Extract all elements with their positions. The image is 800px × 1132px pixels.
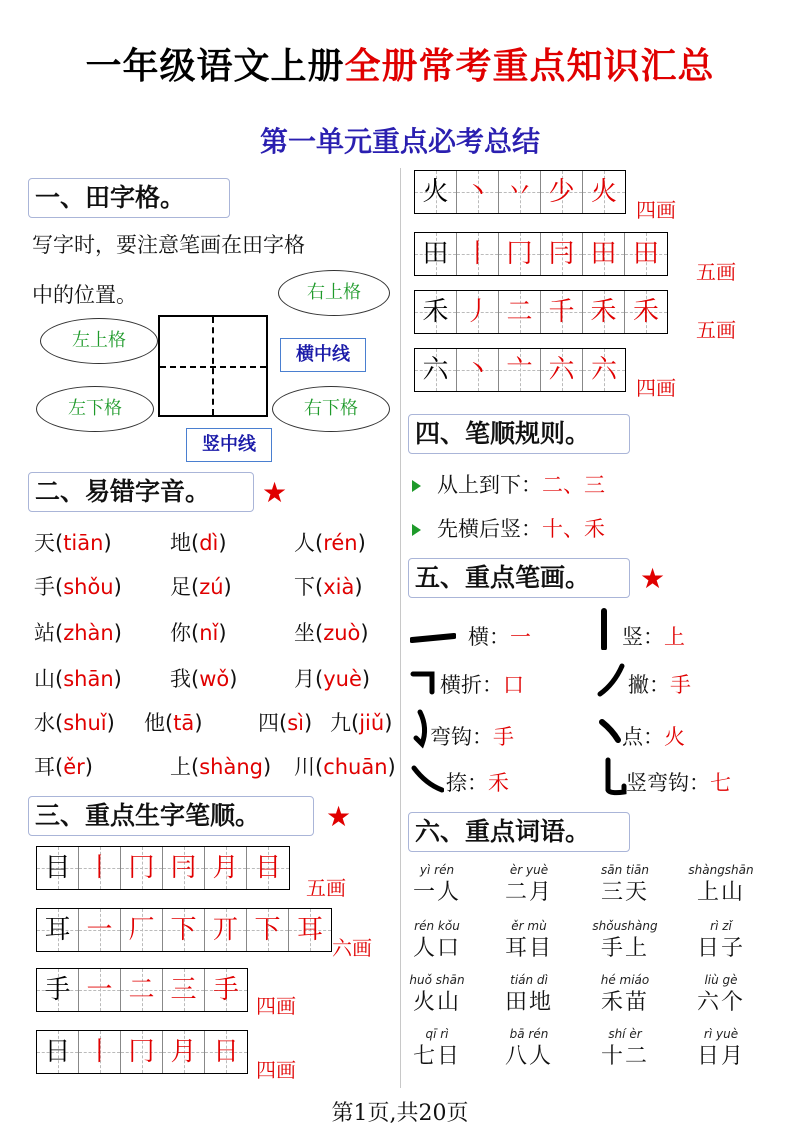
word-item: tián dì 田地	[504, 973, 553, 1015]
stroke-step-cell: 田	[625, 233, 667, 275]
section-2-heading: 二、易错字音。	[28, 472, 254, 512]
character-cell: 手	[37, 969, 79, 1011]
pronunciation-item: 地(dì)	[170, 531, 227, 555]
stroke-na-icon	[410, 764, 444, 796]
rule-2: 先横后竖：十、禾	[412, 514, 605, 544]
stroke-step-cell: 丨	[457, 233, 499, 275]
stroke-step-cell: 禾	[625, 291, 667, 333]
stroke-count: 五画	[696, 260, 736, 284]
word-item: sān tiān 三天	[600, 863, 650, 905]
stroke-pie-icon	[596, 662, 626, 698]
character-cell: 耳	[37, 909, 79, 951]
word-item: hé miáo 禾苗	[600, 973, 650, 1015]
stroke-step-cell: 亠	[499, 349, 541, 391]
stroke-order-row	[414, 232, 668, 276]
stroke-step-cell: 丌	[205, 909, 247, 951]
character-cell: 目	[37, 847, 79, 889]
stroke-step-cell: 月	[163, 1031, 205, 1073]
section-1-heading: 一、田字格。	[28, 178, 230, 218]
stroke-step-cell: 目	[247, 847, 289, 889]
stroke-shuwangou: 竖弯钩：七	[626, 771, 731, 795]
stroke-count: 五画	[306, 876, 346, 900]
stroke-hengzhe-icon	[410, 668, 438, 696]
stroke-count: 五画	[696, 318, 736, 342]
section-4-heading: 四、笔顺规则。	[408, 414, 630, 454]
character-cell: 田	[415, 233, 457, 275]
stroke-order-row	[414, 348, 626, 392]
word-item: shí èr 十二	[600, 1027, 649, 1069]
pronunciation-item: 人(rén)	[294, 531, 366, 555]
stroke-count: 四画	[636, 198, 676, 222]
stroke-step-cell: 冃	[541, 233, 583, 275]
word-item: ěr mù 耳目	[504, 919, 553, 961]
word-item: rì zǐ 日子	[696, 919, 745, 961]
unit-subtitle: 第一单元重点必考总结	[259, 125, 540, 158]
pronunciation-item: 四(sì)	[258, 711, 313, 735]
stroke-step-cell: 六	[583, 349, 625, 391]
label-vertical-midline: 竖中线	[186, 428, 272, 462]
stroke-wangou-icon	[412, 708, 432, 750]
stroke-step-cell: 厂	[121, 909, 163, 951]
stroke-step-cell: 田	[583, 233, 625, 275]
pronunciation-item: 我(wǒ)	[170, 667, 238, 691]
stroke-step-cell: 月	[205, 847, 247, 889]
stroke-step-cell: 手	[205, 969, 247, 1011]
stroke-step-cell: 下	[163, 909, 205, 951]
page-footer: 第1页,共20页	[331, 1101, 469, 1126]
word-item: bā rén 八人	[504, 1027, 553, 1069]
pronunciation-item: 川(chuān)	[294, 755, 396, 779]
pronunciation-item: 水(shuǐ)	[34, 711, 115, 735]
vertical-midline	[212, 317, 214, 415]
stroke-step-cell: 丿	[457, 291, 499, 333]
word-item: rì yuè 日月	[696, 1027, 745, 1069]
stroke-step-cell: 禾	[583, 291, 625, 333]
stroke-count: 四画	[256, 1058, 296, 1082]
stroke-step-cell: 千	[541, 291, 583, 333]
stroke-step-cell: 三	[163, 969, 205, 1011]
pronunciation-item: 你(nǐ)	[170, 621, 227, 645]
stroke-count: 四画	[256, 994, 296, 1018]
stroke-step-cell: 冂	[121, 1031, 163, 1073]
pronunciation-item: 手(shǒu)	[34, 575, 122, 599]
pronunciation-item: 下(xià)	[294, 575, 363, 599]
star-icon: ★	[640, 562, 666, 595]
stroke-dian-icon	[598, 718, 622, 746]
pronunciation-item: 天(tiān)	[34, 531, 112, 555]
s1-line2: 中的位置。	[32, 283, 137, 307]
stroke-order-row	[36, 968, 248, 1012]
s1-line1: 写字时，要注意笔画在田字格	[32, 233, 305, 257]
stroke-count: 六画	[332, 936, 372, 960]
stroke-order-row	[36, 908, 332, 952]
stroke-step-cell: 二	[499, 291, 541, 333]
stroke-step-cell: 冃	[163, 847, 205, 889]
word-item: èr yuè 二月	[504, 863, 553, 905]
stroke-dian: 点：火	[622, 725, 685, 749]
page-title: 一年级语文上册全册常考重点知识汇总	[85, 46, 715, 87]
stroke-wangou: 弯钩：手	[430, 725, 514, 749]
pronunciation-item: 山(shān)	[34, 667, 122, 691]
word-item: rén kǒu 人口	[412, 919, 461, 961]
stroke-step-cell: 耳	[289, 909, 331, 951]
character-cell: 日	[37, 1031, 79, 1073]
pronunciation-item: 上(shàng)	[170, 755, 272, 779]
stroke-step-cell: 一	[79, 909, 121, 951]
word-item: yì rén 一人	[412, 863, 461, 905]
stroke-order-row	[414, 170, 626, 214]
word-item: liù gè 六个	[696, 973, 745, 1015]
stroke-step-cell: 丨	[79, 1031, 121, 1073]
character-cell: 火	[415, 171, 457, 213]
stroke-step-cell: 火	[583, 171, 625, 213]
word-item: shǒushàng 手上	[592, 919, 658, 961]
stroke-hengzhe: 横折：口	[440, 673, 524, 697]
pronunciation-item: 坐(zuò)	[294, 621, 369, 645]
word-item: shàngshān 上山	[688, 863, 754, 905]
bubble-top-left: 左上格	[40, 318, 158, 364]
stroke-step-cell: 冂	[121, 847, 163, 889]
section-6-heading: 六、重点词语。	[408, 812, 630, 852]
section-3-heading: 三、重点生字笔顺。	[28, 796, 314, 836]
stroke-step-cell: 丨	[79, 847, 121, 889]
label-horizontal-midline: 横中线	[280, 338, 366, 372]
stroke-order-row	[36, 1030, 248, 1074]
pronunciation-item: 足(zú)	[170, 575, 232, 599]
star-icon: ★	[262, 476, 288, 509]
stroke-step-cell: 丶	[457, 171, 499, 213]
pronunciation-item: 站(zhàn)	[34, 621, 122, 645]
stroke-step-cell: 丷	[499, 171, 541, 213]
stroke-count: 四画	[636, 376, 676, 400]
stroke-heng: 横：一	[468, 625, 531, 649]
stroke-order-row	[414, 290, 668, 334]
stroke-step-cell: 冂	[499, 233, 541, 275]
pronunciation-item: 九(jiǔ)	[330, 711, 393, 735]
stroke-pie: 撇：手	[628, 673, 691, 697]
pronunciation-item: 耳(ěr)	[34, 755, 93, 779]
stroke-heng-icon	[410, 626, 456, 650]
bubble-bottom-right: 右下格	[272, 386, 390, 432]
bubble-top-right: 右上格	[278, 270, 390, 316]
stroke-shuwangou-icon	[602, 756, 628, 798]
word-item: huǒ shān 火山	[409, 973, 465, 1015]
stroke-step-cell: 少	[541, 171, 583, 213]
stroke-step-cell: 一	[79, 969, 121, 1011]
stroke-step-cell: 下	[247, 909, 289, 951]
star-icon: ★	[326, 800, 352, 833]
bubble-bottom-left: 左下格	[36, 386, 154, 432]
character-cell: 禾	[415, 291, 457, 333]
section-5-heading: 五、重点笔画。	[408, 558, 630, 598]
pronunciation-item: 他(tā)	[144, 711, 203, 735]
stroke-na: 捺：禾	[446, 771, 509, 795]
stroke-order-row	[36, 846, 290, 890]
pronunciation-item: 月(yuè)	[294, 667, 371, 691]
stroke-step-cell: 日	[205, 1031, 247, 1073]
triangle-bullet-icon	[412, 524, 421, 536]
stroke-step-cell: 六	[541, 349, 583, 391]
triangle-bullet-icon	[412, 480, 421, 492]
rule-1: 从上到下：二、三	[412, 470, 605, 500]
stroke-shu: 竖：上	[622, 625, 685, 649]
stroke-step-cell: 二	[121, 969, 163, 1011]
stroke-shu-icon	[594, 608, 614, 650]
word-item: qī rì 七日	[412, 1027, 461, 1069]
character-cell: 六	[415, 349, 457, 391]
stroke-step-cell: 丶	[457, 349, 499, 391]
